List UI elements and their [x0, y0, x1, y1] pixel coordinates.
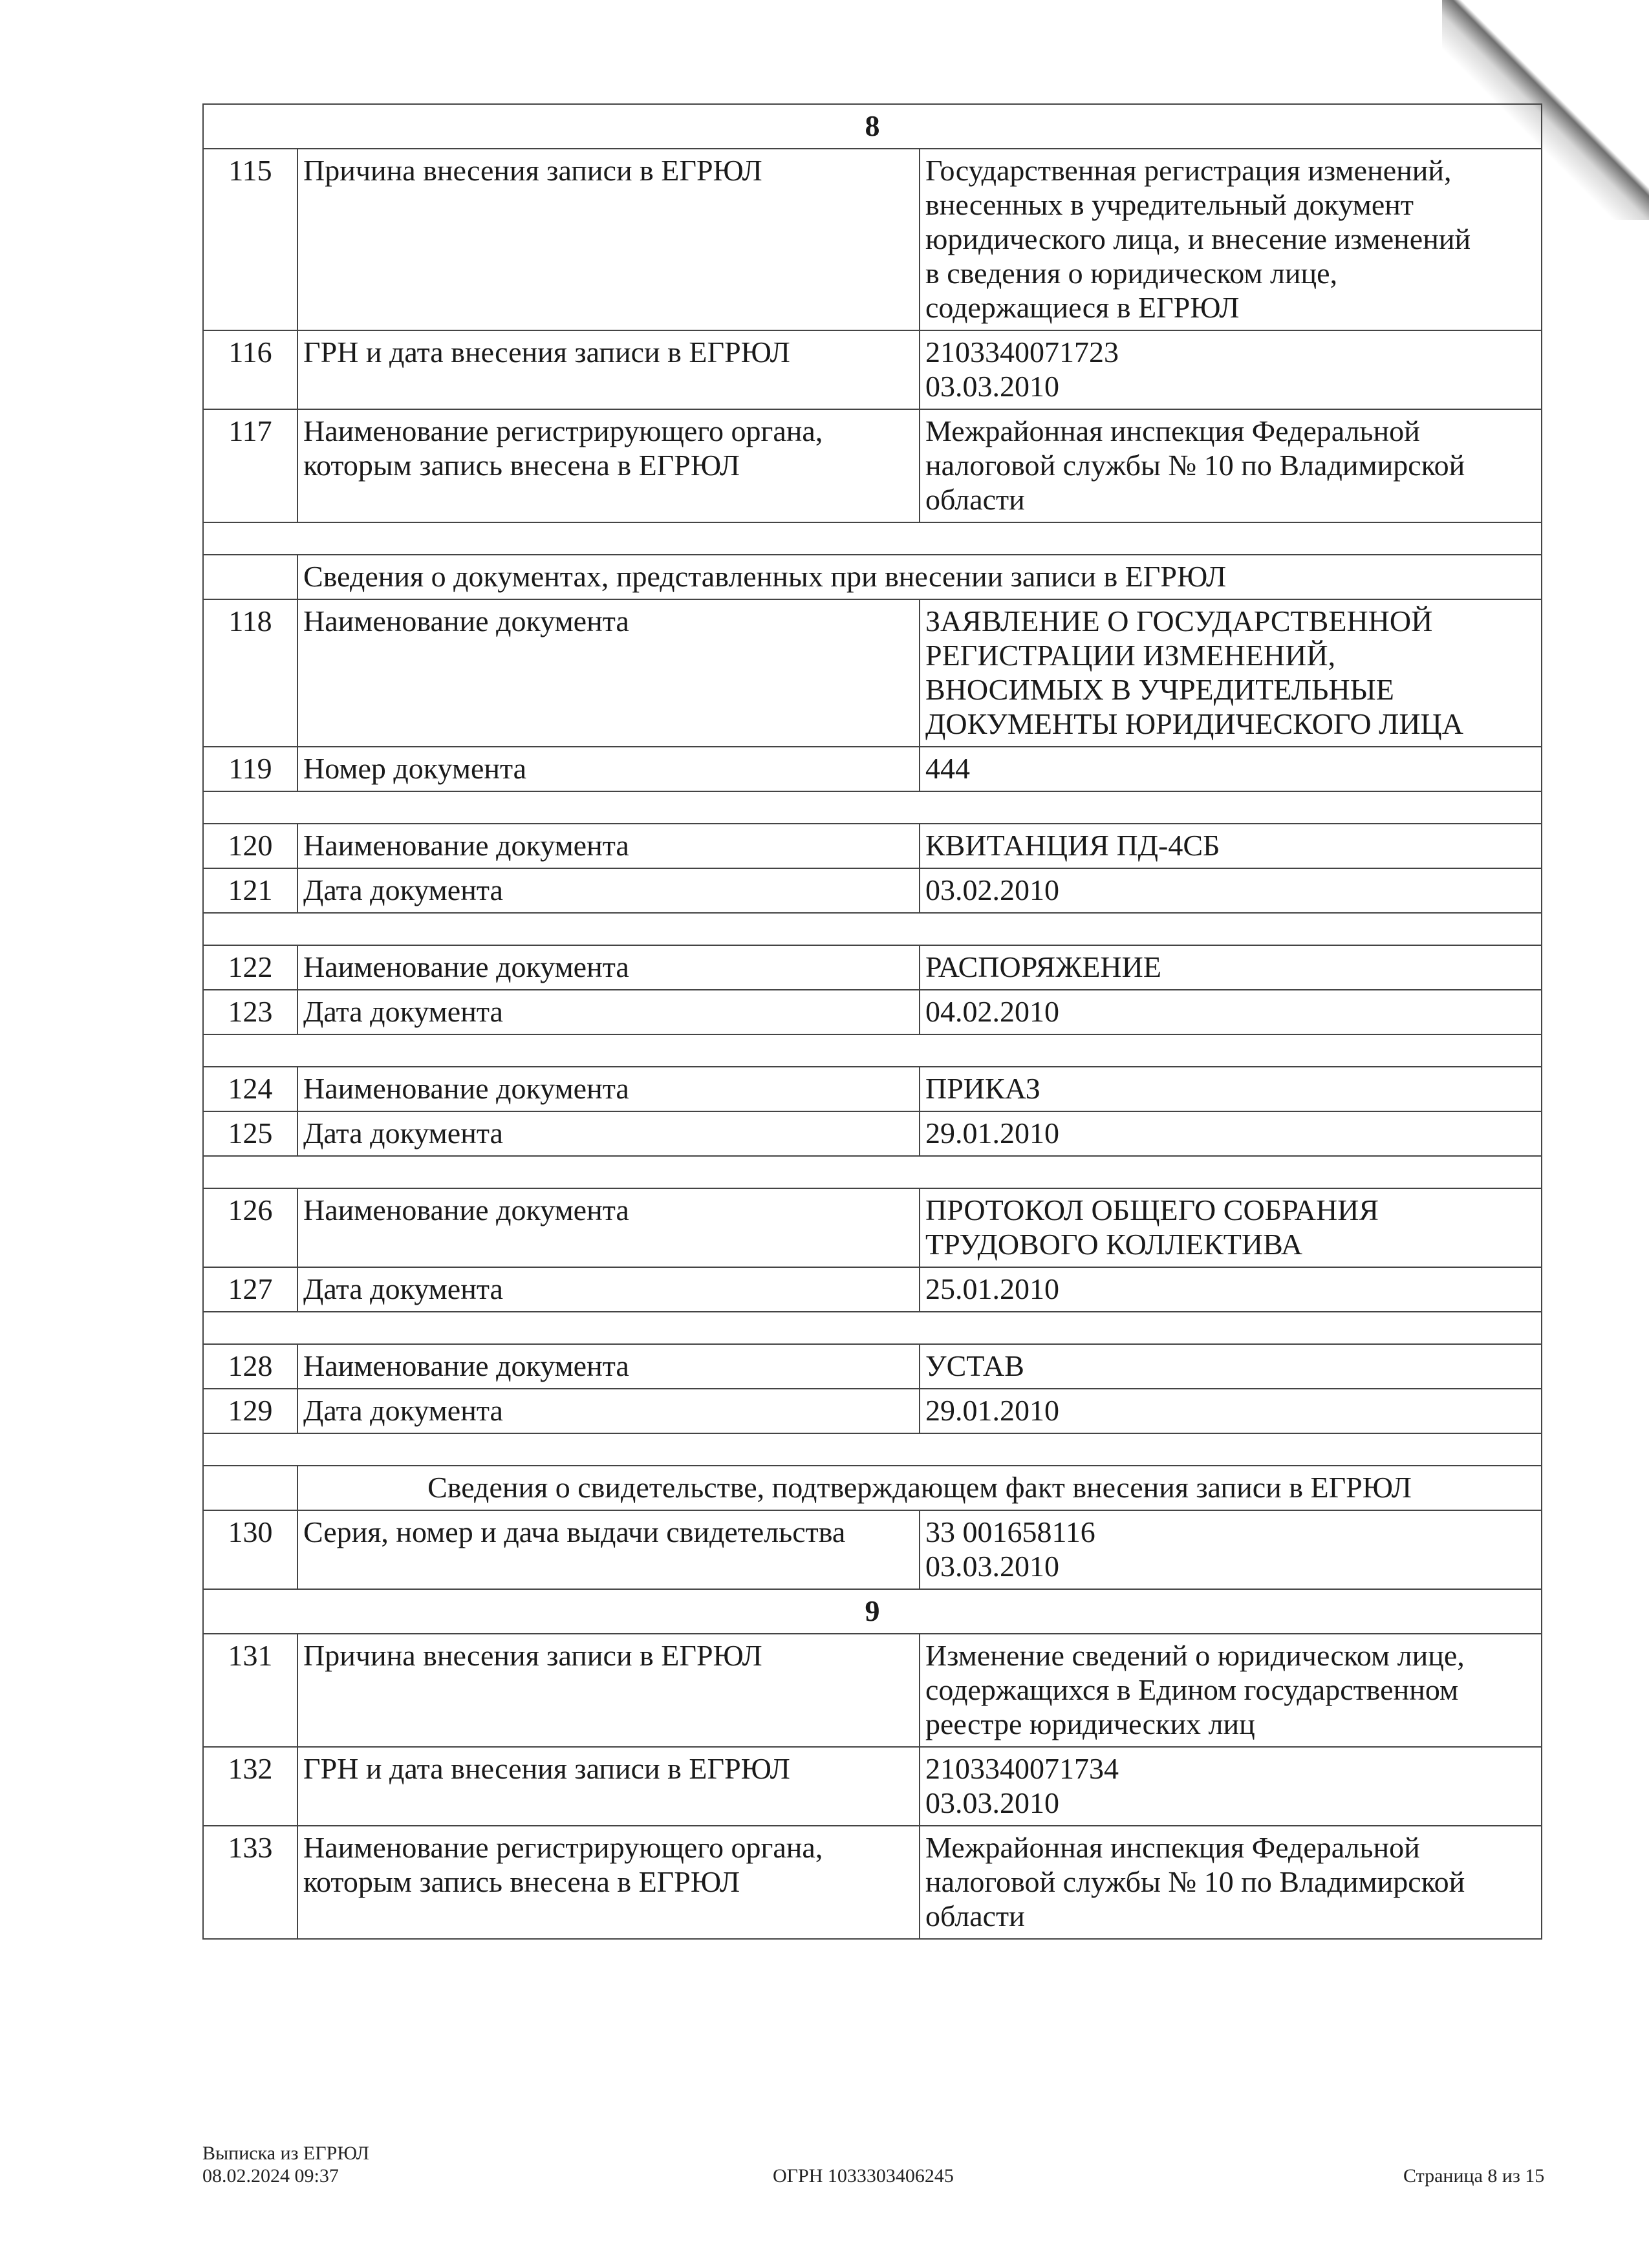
- row-value: [920, 824, 1542, 868]
- row-number: 131: [203, 1634, 297, 1747]
- table-row: [203, 599, 1542, 747]
- row-label-line: ГРН и дата внесения записи в ЕГРЮЛ: [303, 336, 790, 369]
- row-value: [920, 599, 1542, 747]
- row-value-line: 03.03.2010: [925, 1786, 1059, 1819]
- row-number: 123: [203, 990, 297, 1034]
- spacer-row: [203, 1433, 1542, 1466]
- table-row: [203, 409, 1542, 522]
- row-number: 122: [203, 945, 297, 990]
- certificate-heading-row: [203, 1466, 1542, 1510]
- table-row: [203, 1826, 1542, 1939]
- row-value-line: содержащихся в Едином государственном: [925, 1673, 1459, 1706]
- row-label-line: Причина внесения записи в ЕГРЮЛ: [303, 154, 762, 187]
- row-label: [297, 1344, 920, 1389]
- row-value: [920, 1267, 1542, 1312]
- footer-doc-title: Выписка из ЕГРЮЛ: [202, 2143, 369, 2164]
- row-label-line: Наименование регистрирующего органа,: [303, 1831, 823, 1864]
- table-row: [203, 868, 1542, 913]
- row-label-line: Дата документа: [303, 873, 503, 906]
- row-label: [297, 1747, 920, 1826]
- row-label: [297, 1634, 920, 1747]
- row-label: [297, 868, 920, 913]
- subheading-empty-cell: [203, 1466, 297, 1510]
- row-label-line: Дата документа: [303, 995, 503, 1028]
- spacer-row: [203, 1034, 1542, 1067]
- row-label-line: Наименование документа: [303, 1349, 629, 1382]
- row-label: [297, 1267, 920, 1312]
- row-label: [297, 330, 920, 409]
- row-value-line: УСТАВ: [925, 1349, 1024, 1382]
- table-row: [203, 1510, 1542, 1589]
- row-value-line: Межрайонная инспекция Федеральной: [925, 1831, 1420, 1864]
- row-label-line: Наименование документа: [303, 829, 629, 862]
- row-label-line: ГРН и дата внесения записи в ЕГРЮЛ: [303, 1752, 790, 1785]
- table-row: [203, 747, 1542, 791]
- table-row: [203, 1344, 1542, 1389]
- row-value-line: 03.03.2010: [925, 1550, 1059, 1583]
- spacer-cell: [203, 1433, 1542, 1466]
- row-number: 133: [203, 1826, 297, 1939]
- row-value: [920, 945, 1542, 990]
- row-value-line: ВНОСИМЫХ В УЧРЕДИТЕЛЬНЫЕ: [925, 673, 1394, 706]
- table-row: [203, 945, 1542, 990]
- row-label: [297, 824, 920, 868]
- row-number: 119: [203, 747, 297, 791]
- row-label-line: Дата документа: [303, 1394, 503, 1427]
- spacer-row: [203, 1156, 1542, 1188]
- egrul-extract-table: [202, 103, 1542, 1940]
- spacer-cell: [203, 791, 1542, 824]
- table-row: [203, 1188, 1542, 1267]
- row-label-line: Наименование документа: [303, 604, 629, 637]
- row-label: [297, 599, 920, 747]
- row-value-line: области: [925, 483, 1025, 516]
- row-value-line: внесенных в учредительный документ: [925, 188, 1414, 221]
- row-value: [920, 1634, 1542, 1747]
- row-value: [920, 747, 1542, 791]
- row-number: 132: [203, 1747, 297, 1826]
- row-number: 125: [203, 1111, 297, 1156]
- row-number: 118: [203, 599, 297, 747]
- row-value-line: 33 001658116: [925, 1515, 1095, 1548]
- table-row: [203, 1389, 1542, 1433]
- row-value-line: 2103340071723: [925, 336, 1119, 369]
- row-label: [297, 409, 920, 522]
- row-value-line: Изменение сведений о юридическом лице,: [925, 1639, 1465, 1672]
- row-number: 120: [203, 824, 297, 868]
- row-value-line: ЗАЯВЛЕНИЕ О ГОСУДАРСТВЕННОЙ: [925, 604, 1433, 637]
- section-header-row: [203, 104, 1542, 149]
- footer-datetime: 08.02.2024 09:37: [202, 2165, 339, 2187]
- row-label-line: которым запись внесена в ЕГРЮЛ: [303, 449, 740, 482]
- table-row: [203, 1634, 1542, 1747]
- row-value-line: налоговой службы № 10 по Владимирской: [925, 449, 1465, 482]
- row-value-line: ТРУДОВОГО КОЛЛЕКТИВА: [925, 1228, 1303, 1261]
- row-label: [297, 1188, 920, 1267]
- row-value: [920, 1344, 1542, 1389]
- row-label: [297, 747, 920, 791]
- table-row: [203, 1747, 1542, 1826]
- row-value-line: ДОКУМЕНТЫ ЮРИДИЧЕСКОГО ЛИЦА: [925, 707, 1463, 740]
- row-value-line: Государственная регистрация изменений,: [925, 154, 1452, 187]
- table-row: [203, 1067, 1542, 1111]
- row-value: [920, 409, 1542, 522]
- row-label-line: Причина внесения записи в ЕГРЮЛ: [303, 1639, 762, 1672]
- row-label-line: Дата документа: [303, 1272, 503, 1305]
- row-value: [920, 1188, 1542, 1267]
- row-label-line: Наименование регистрирующего органа,: [303, 414, 823, 447]
- footer-left: [202, 2142, 369, 2187]
- spacer-row: [203, 522, 1542, 555]
- row-label: [297, 1067, 920, 1111]
- row-value: [920, 990, 1542, 1034]
- row-value-line: 04.02.2010: [925, 995, 1059, 1028]
- row-value-line: 29.01.2010: [925, 1394, 1059, 1427]
- row-number: 127: [203, 1267, 297, 1312]
- table-row: [203, 330, 1542, 409]
- row-value-line: 25.01.2010: [925, 1272, 1059, 1305]
- documents-heading-row: [203, 555, 1542, 599]
- row-value-line: 2103340071734: [925, 1752, 1119, 1785]
- row-label-line: Наименование документа: [303, 1193, 629, 1226]
- row-label: [297, 1111, 920, 1156]
- row-label-line: Дата документа: [303, 1117, 503, 1150]
- row-value: [920, 149, 1542, 330]
- spacer-cell: [203, 1156, 1542, 1188]
- table-row: [203, 990, 1542, 1034]
- row-value-line: КВИТАНЦИЯ ПД-4СБ: [925, 829, 1220, 862]
- table-row: [203, 1111, 1542, 1156]
- row-number: 129: [203, 1389, 297, 1433]
- row-value-line: 29.01.2010: [925, 1117, 1059, 1150]
- row-label-line: Наименование документа: [303, 950, 629, 983]
- row-label: [297, 945, 920, 990]
- row-label-line: Наименование документа: [303, 1072, 629, 1105]
- row-value-line: содержащиеся в ЕГРЮЛ: [925, 291, 1240, 324]
- row-value-line: ПРОТОКОЛ ОБЩЕГО СОБРАНИЯ: [925, 1193, 1379, 1226]
- table-row: [203, 1267, 1542, 1312]
- section-header-row: [203, 1589, 1542, 1634]
- table-row: [203, 149, 1542, 330]
- row-value-line: в сведения о юридическом лице,: [925, 257, 1338, 290]
- row-value-line: 444: [925, 752, 970, 785]
- row-value-line: 03.02.2010: [925, 873, 1059, 906]
- row-label: [297, 1389, 920, 1433]
- row-number: 115: [203, 149, 297, 330]
- row-value-line: РЕГИСТРАЦИИ ИЗМЕНЕНИЙ,: [925, 639, 1336, 672]
- spacer-row: [203, 791, 1542, 824]
- row-number: 126: [203, 1188, 297, 1267]
- row-label: [297, 990, 920, 1034]
- row-number: 124: [203, 1067, 297, 1111]
- section-number: 8: [203, 104, 1542, 149]
- row-label-line: которым запись внесена в ЕГРЮЛ: [303, 1865, 740, 1898]
- row-value: [920, 1067, 1542, 1111]
- row-value: [920, 1510, 1542, 1589]
- row-number: 121: [203, 868, 297, 913]
- spacer-cell: [203, 522, 1542, 555]
- row-value: [920, 1111, 1542, 1156]
- spacer-row: [203, 1312, 1542, 1344]
- row-number: 116: [203, 330, 297, 409]
- row-value-line: РАСПОРЯЖЕНИЕ: [925, 950, 1161, 983]
- row-label: [297, 1510, 920, 1589]
- row-value: [920, 330, 1542, 409]
- spacer-cell: [203, 1312, 1542, 1344]
- row-value-line: Межрайонная инспекция Федеральной: [925, 414, 1420, 447]
- row-number: 128: [203, 1344, 297, 1389]
- certificate-heading: Сведения о свидетельстве, подтверждающем факт внесения записи в ЕГРЮЛ: [297, 1466, 1542, 1510]
- footer-page-number: Страница 8 из 15: [1403, 2165, 1545, 2187]
- table-row: [203, 824, 1542, 868]
- spacer-cell: [203, 913, 1542, 945]
- row-value-line: области: [925, 1899, 1025, 1932]
- row-value-line: налоговой службы № 10 по Владимирской: [925, 1865, 1465, 1898]
- section-number: 9: [203, 1589, 1542, 1634]
- row-value: [920, 868, 1542, 913]
- row-number: 117: [203, 409, 297, 522]
- row-value-line: юридического лица, и внесение изменений: [925, 222, 1471, 255]
- row-value: [920, 1747, 1542, 1826]
- row-label: [297, 1826, 920, 1939]
- row-value-line: реестре юридических лиц: [925, 1707, 1255, 1740]
- spacer-cell: [203, 1034, 1542, 1067]
- row-label: [297, 149, 920, 330]
- documents-heading: Сведения о документах, представленных при внесении записи в ЕГРЮЛ: [297, 555, 1542, 599]
- row-number: 130: [203, 1510, 297, 1589]
- row-value-line: ПРИКАЗ: [925, 1072, 1040, 1105]
- row-label-line: Номер документа: [303, 752, 527, 785]
- footer-ogrn: ОГРН 1033303406245: [773, 2165, 954, 2187]
- spacer-row: [203, 913, 1542, 945]
- row-value: [920, 1389, 1542, 1433]
- row-value-line: 03.03.2010: [925, 370, 1059, 403]
- row-value: [920, 1826, 1542, 1939]
- row-label-line: Серия, номер и дача выдачи свидетельства: [303, 1515, 846, 1548]
- subheading-empty-cell: [203, 555, 297, 599]
